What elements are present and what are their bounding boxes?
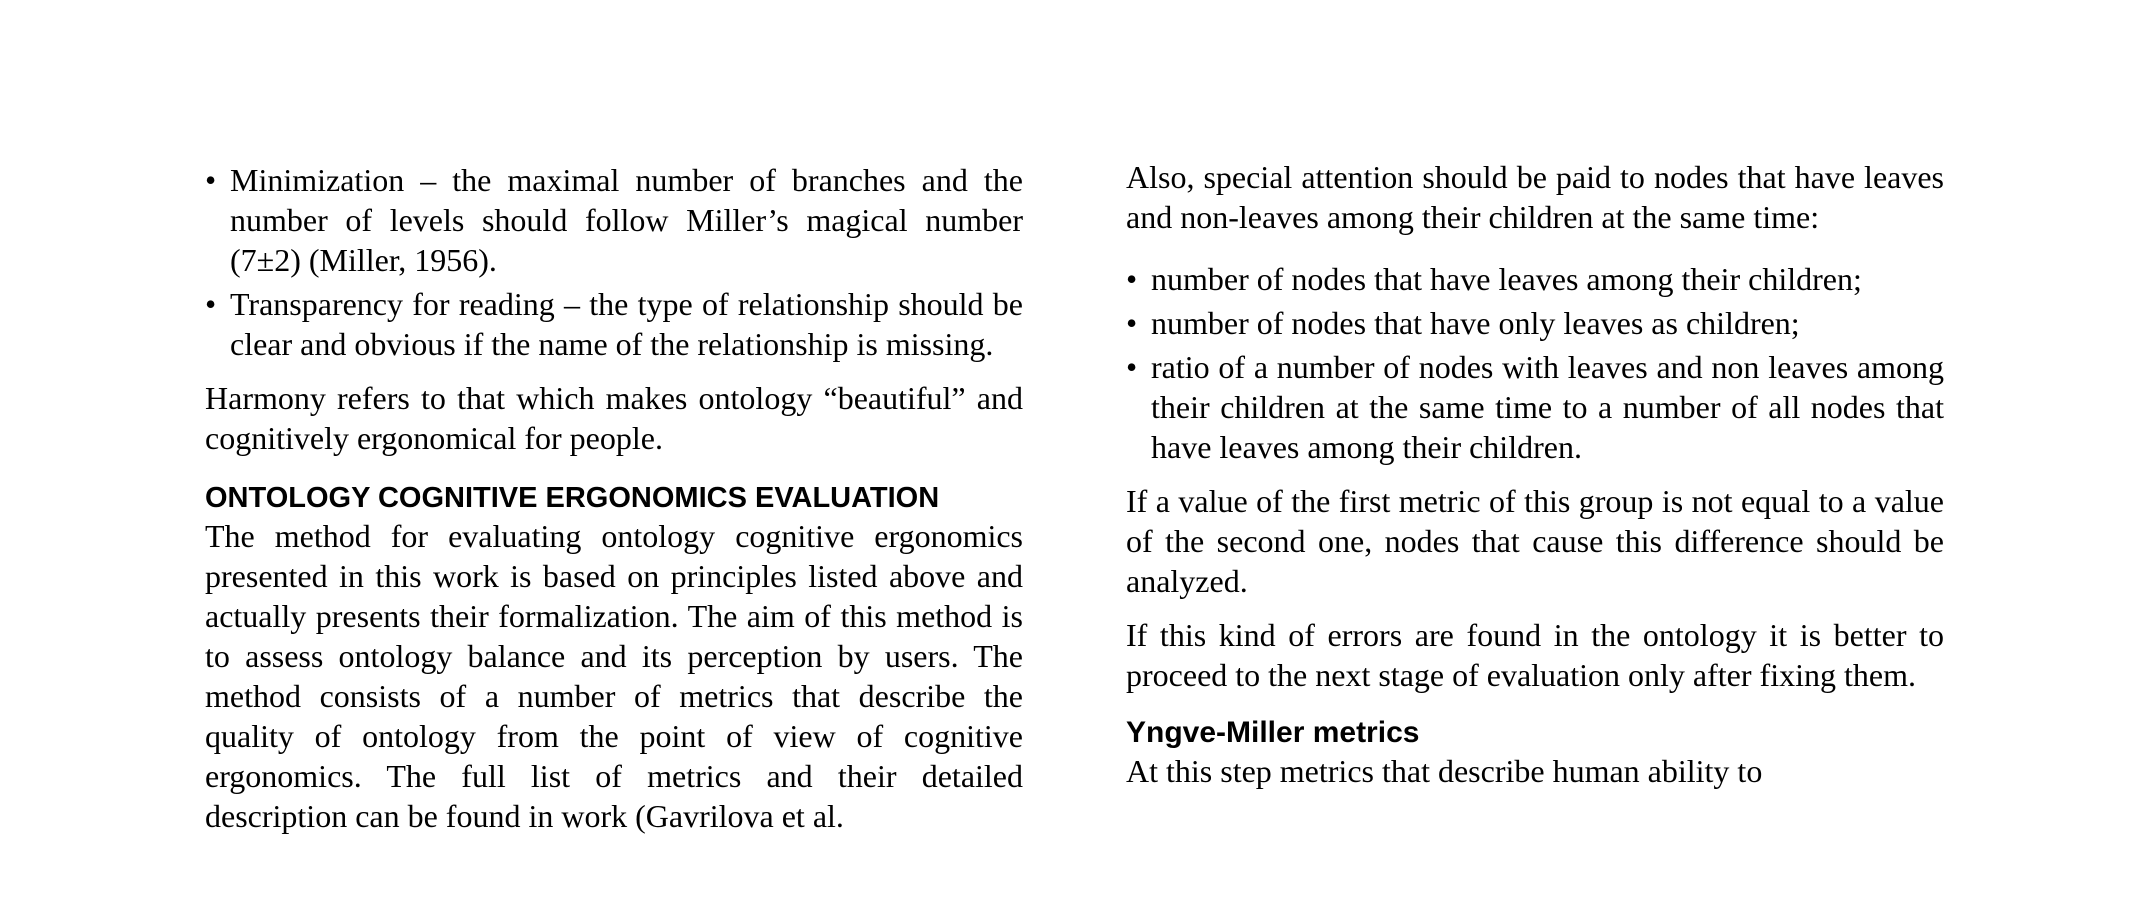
yngve-paragraph: At this step metrics that describe human ability to xyxy=(1126,753,1763,789)
method-paragraph: The method for evaluating ontology cognitive ergonomics presented in this work is based on principles listed above and actually presents their formalization. The aim of this method is to assess ontology balance and its perception by users. The method consists of a number of metrics that describe the quality of ontology from the point of view of cognitive ergonomics. The full list of metrics and their detailed description can be found in work (Gavrilova et al. xyxy=(205,518,1023,834)
bullet-icon: • xyxy=(1126,261,1138,297)
right-column xyxy=(1126,157,1944,791)
section-heading: ONTOLOGY COGNITIVE ERGONOMICS EVALUATION xyxy=(205,482,940,514)
bullet-icon: • xyxy=(1126,305,1138,341)
left-column xyxy=(205,160,1023,836)
list-item xyxy=(205,160,1023,280)
intro-paragraph: Also, special attention should be paid to nodes that have leaves and non-leaves among their children at the same time: xyxy=(1126,159,1944,235)
list-item-text: number of nodes that have leaves among their children; xyxy=(1151,261,1862,297)
list-item xyxy=(205,284,1023,364)
list-item-text: Minimization – the maximal number of branches and the number of levels should follow Miller’s magical number (7±2) (Miller, 1956). xyxy=(230,162,1023,278)
metrics-list xyxy=(1126,259,1944,467)
errors-paragraph: If this kind of errors are found in the ontology it is better to proceed to the next stage of evaluation only after fixing them. xyxy=(1126,617,1944,693)
subsection-heading: Yngve-Miller metrics xyxy=(1126,716,1420,749)
list-item-text: ratio of a number of nodes with leaves and non leaves among their children at the same time to a number of all nodes that have leaves among their children. xyxy=(1151,349,1944,465)
bullet-icon: • xyxy=(205,286,217,322)
harmony-paragraph: Harmony refers to that which makes ontology “beautiful” and cognitively ergonomical for people. xyxy=(205,380,1023,456)
bullet-icon: • xyxy=(205,162,217,198)
list-item xyxy=(1126,303,1944,343)
metric-difference-paragraph: If a value of the first metric of this group is not equal to a value of the second one, nodes that cause this difference should be analyzed. xyxy=(1126,483,1944,599)
list-item xyxy=(1126,259,1944,299)
bullet-icon: • xyxy=(1126,349,1138,385)
principles-list xyxy=(205,160,1023,364)
list-item xyxy=(1126,347,1944,467)
list-item-text: number of nodes that have only leaves as children; xyxy=(1151,305,1800,341)
list-item-text: Transparency for reading – the type of relationship should be clear and obvious if the name of the relationship is missing. xyxy=(230,286,1023,362)
